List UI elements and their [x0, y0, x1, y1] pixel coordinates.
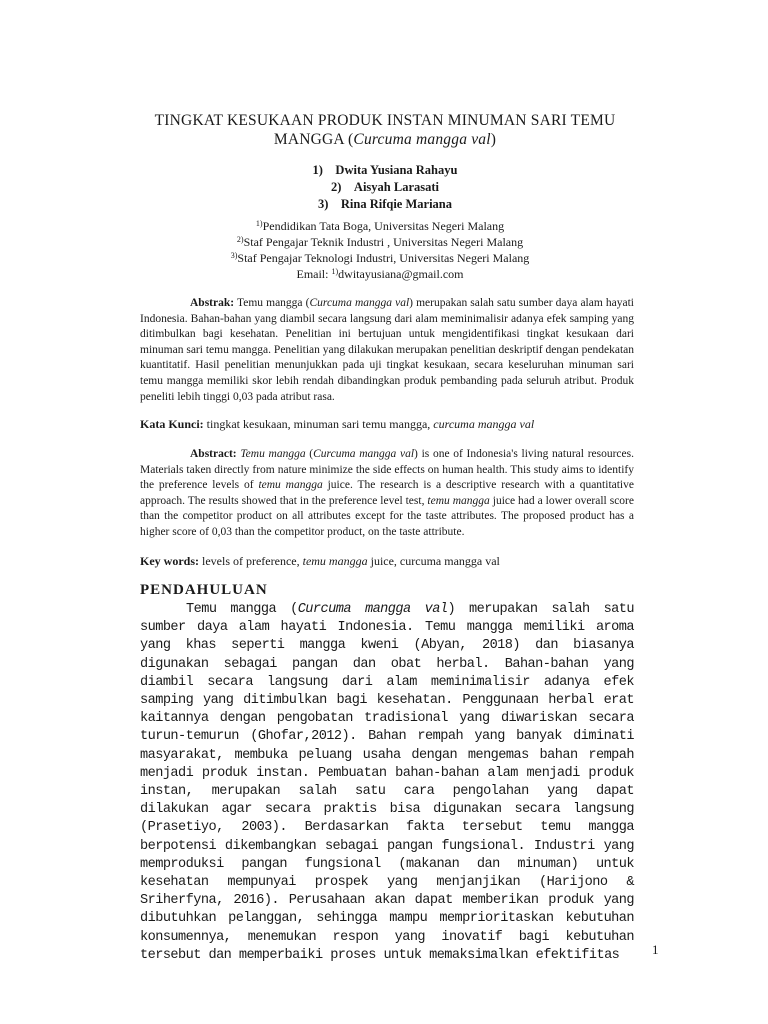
- author-2: 2) Aisyah Larasati: [331, 180, 439, 194]
- author-list: [250, 162, 520, 213]
- paper-title: [140, 111, 630, 149]
- abstract-label: Abstract:: [190, 448, 237, 460]
- affiliation-3: $^{3)}$Staf Pengajar Teknologi Industri, Universitas Negeri Malang: [230, 251, 530, 265]
- affiliations: [200, 218, 560, 282]
- author-3: 3) Rina Rifqie Mariana: [317, 197, 453, 211]
- author-1: 1) Dwita Yusiana Rahayu: [312, 163, 458, 177]
- page-number: 1: [652, 942, 659, 957]
- title-line-2: MANGGA (Curcuma mangga val): [273, 131, 497, 148]
- key-words: Key words: levels of preference, temu mangga juice, curcuma mangga val: [140, 554, 500, 568]
- key-words-label: Key words:: [140, 554, 199, 568]
- affiliation-2: $^{2)}$Staf Pengajar Teknik Industri , Universitas Negeri Malang: [236, 235, 524, 249]
- section-heading: PENDAHULUAN: [140, 582, 268, 598]
- abstrak-label: Abstrak:: [190, 297, 235, 309]
- kata-kunci: Kata Kunci: tingkat kesukaan, minuman sari temu mangga, curcuma mangga val: [140, 417, 535, 431]
- introduction-paragraph: Temu mangga (Curcuma mangga val) merupakan salah satu sumber daya alam hayati Indonesia. Temu mangga memiliki aroma yang khas seperti mangga kweni (Abyan, 2018) dan biasanya digunakan sebagai pangan dan obat herbal. Bahan-bahan yang diambil secara langsung dari alam meminimalisir adanya efek samping yang ditimbulkan bagi kesehatan. Penggunaan herbal erat kaitannya dengan pengobatan tradisional yang diwariskan secara turun-temurun (Ghofar,2012). Bahan rempah yang banyak diminati masyarakat, membuka peluang usaha dengan mengemas bahan rempah menjadi produk instan. Pembuatan bahan-bahan alam menjadi produk instan, merupakan salah satu cara pengolahan yang dapat dilakukan agar secara praktis bisa digunakan secara langsung (Prasetiyo, 2003). Berdasarkan fakta tersebut temu mangga berpotensi dikembangkan sebagai pangan fungsional. Industri yang memproduksi pangan fungsional (makanan dan minuman) untuk kesehatan mempunyai prospek yang menjanjikan (Harijono & Sriherfyna, 2016). Perusahaan akan dapat memberikan produk yang dibutuhkan pelanggan, sehingga mampu memprioritaskan kebutuhan konsumennya, menemukan respon yang inovatif bagi kebutuhan tersebut dan memperbaiki proses untuk memaksimalkan efektifitas: [140, 602, 634, 963]
- email-line: Email: $^{1)}$dwitayusiana@gmail.com: [296, 267, 464, 281]
- kata-kunci-label: Kata Kunci:: [140, 417, 204, 431]
- email-address[interactable]: dwitayusiana@gmail.com: [338, 267, 464, 281]
- abstrak-paragraph: Abstrak: Temu mangga (Curcuma mangga val) merupakan salah satu sumber daya alam hayati Indonesia. Bahan-bahan yang diambil secara langsung dari alam meminimalisir adanya efek samping yang ditimbulkan bagi kesehatan. Penelitian ini bertujuan untuk mengidentifikasi tingkat kesukaan dari minuman sari temu mangga. Penelitian yang dilakukan merupakan penelitian deskriptif dengan pendekatan kuantitatif. Hasil penelitian menunjukkan pada uji tingkat kesukaan, secara keseluruhan minuman sari temu mangga memiliki skor lebih rendah dibandingkan produk pembanding pada seluruh atribut. Produk peneliti lebih tinggi 0,03 pada atribut rasa.: [140, 297, 634, 403]
- affiliation-1: $^{1)}$Pendidikan Tata Boga, Universitas Negeri Malang: [255, 219, 505, 233]
- abstract-english-paragraph: Abstract: Temu mangga (Curcuma mangga val) is one of Indonesia's living natural resources. Materials taken directly from nature minimize the side effects on human health. This study aims to identify the preference levels of temu mangga juice. The research is a descriptive research with a quantitative approach. The results showed that in the preference level test, temu mangga juice had a lower overall score than the competitor product on all attributes except for the taste attributes. The proposed product has a higher score of 0,03 than the competitor product, on the taste attribute.: [140, 448, 634, 538]
- title-line-1: TINGKAT KESUKAAN PRODUK INSTAN MINUMAN SARI TEMU: [154, 112, 616, 129]
